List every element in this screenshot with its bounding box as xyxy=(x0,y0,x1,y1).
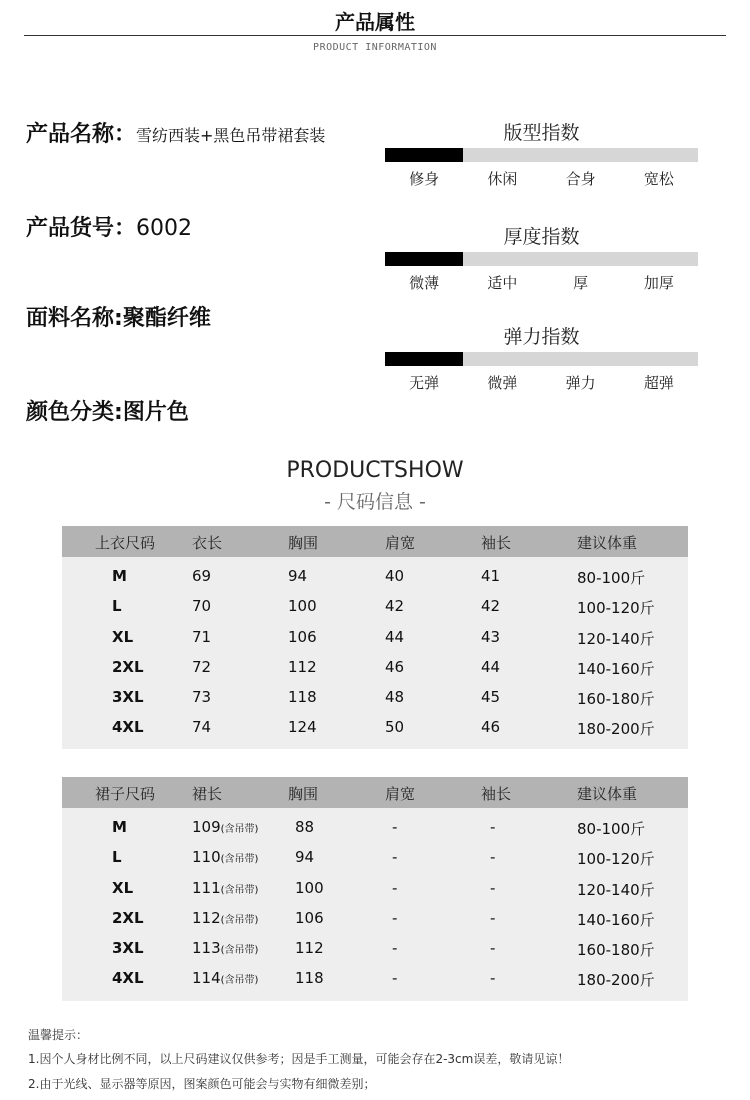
notes-title: 温馨提示： xyxy=(28,1028,89,1042)
table-cell: 100-120斤 xyxy=(577,850,655,869)
table-cell: - xyxy=(392,939,398,958)
table-cell: 180-200斤 xyxy=(577,720,655,739)
thickness-index-fill xyxy=(385,252,463,266)
table-cell: XL xyxy=(112,627,134,646)
notes-line-2: 2.由于光线、显示器等原因，图案颜色可能会与实物有细微差别； xyxy=(28,1077,376,1091)
fit-label: 宽松 xyxy=(643,170,674,188)
table-cell: 140-160斤 xyxy=(577,910,655,929)
table-cell: M xyxy=(112,567,127,585)
table-cell: 120-140斤 xyxy=(577,880,655,899)
table-cell: 43 xyxy=(481,627,501,646)
table-cell: 118 xyxy=(288,688,317,707)
table-cell: 44 xyxy=(385,627,405,646)
table-header-cell: 肩宽 xyxy=(385,785,416,803)
table-cell: 69 xyxy=(192,567,212,585)
fabric-value: 聚酯纤维 xyxy=(122,306,211,331)
fit-index-title: 版型指数 xyxy=(503,122,580,144)
table-row xyxy=(62,682,688,712)
skirt-size-table-header xyxy=(62,777,688,808)
table-cell: - xyxy=(490,878,496,897)
table-cell: 3XL xyxy=(112,939,144,958)
fit-index-fill xyxy=(385,148,463,162)
table-row xyxy=(62,812,688,842)
table-cell: 140-160斤 xyxy=(577,659,655,678)
stretch-label: 弹力 xyxy=(565,374,596,392)
table-cell: 48 xyxy=(385,688,405,707)
stretch-label: 微弹 xyxy=(487,374,518,392)
thickness-label: 适中 xyxy=(487,274,518,292)
notes-line-1: 1.因个人身材比例不同，以上尺码建议仅供参考；因是手工测量，可能会存在2-3cm误差，敬请见谅！ xyxy=(28,1052,570,1066)
table-cell: 50 xyxy=(385,718,405,737)
top-size-table-header xyxy=(62,526,688,557)
table-row xyxy=(62,561,688,591)
table-cell: 94 xyxy=(295,848,315,867)
table-cell: 2XL xyxy=(112,657,144,676)
stretch-index-fill xyxy=(385,352,463,366)
table-header-cell: 肩宽 xyxy=(385,534,416,552)
length-note: (含吊带) xyxy=(220,824,259,835)
table-cell: - xyxy=(490,969,496,988)
length-note: (含吊带) xyxy=(220,884,259,896)
table-cell: 111(含吊带) xyxy=(192,878,259,897)
table-cell: 106 xyxy=(288,627,317,646)
stretch-label: 超弹 xyxy=(643,374,674,392)
table-header-cell: 胸围 xyxy=(288,785,319,803)
table-cell: 2XL xyxy=(112,908,144,927)
table-cell: 46 xyxy=(385,657,405,676)
table-cell: - xyxy=(392,848,398,867)
table-cell: - xyxy=(490,818,496,836)
table-row xyxy=(62,712,688,742)
table-cell: 118 xyxy=(295,969,324,988)
fit-label: 修身 xyxy=(409,170,440,188)
color-row xyxy=(26,395,189,426)
fit-label: 休闲 xyxy=(487,170,518,188)
table-row xyxy=(62,933,688,963)
table-cell: M xyxy=(112,818,127,836)
table-cell: 40 xyxy=(385,567,405,585)
table-cell: XL xyxy=(112,878,134,897)
table-header-cell: 建议体重 xyxy=(577,534,638,552)
table-cell: L xyxy=(112,848,122,867)
table-cell: 160-180斤 xyxy=(577,941,655,960)
table-cell: 88 xyxy=(295,818,315,836)
fit-label: 合身 xyxy=(565,170,596,188)
stretch-index-labels xyxy=(385,372,698,393)
fit-index-labels xyxy=(385,168,698,189)
table-cell: 180-200斤 xyxy=(577,971,655,990)
color-label: 颜色分类: xyxy=(26,400,123,425)
length-note: (含吊带) xyxy=(220,914,259,926)
stretch-label: 无弹 xyxy=(409,374,440,392)
fit-index-bar xyxy=(385,148,698,162)
thickness-label: 厚 xyxy=(573,274,589,292)
product-code-row xyxy=(26,211,192,242)
table-row xyxy=(62,622,688,652)
product-name-row xyxy=(26,117,325,148)
table-row xyxy=(62,842,688,872)
thickness-index-labels xyxy=(385,272,698,293)
table-cell: - xyxy=(392,818,398,836)
product-name-label: 产品名称： xyxy=(26,122,137,147)
table-header-cell: 袖长 xyxy=(481,785,512,803)
table-cell: - xyxy=(392,969,398,988)
length-note: (含吊带) xyxy=(220,975,259,987)
thickness-label: 微薄 xyxy=(409,274,440,292)
table-cell: - xyxy=(392,908,398,927)
product-code-value: 6002 xyxy=(136,216,193,241)
table-cell: 100 xyxy=(288,597,317,616)
table-row xyxy=(62,591,688,621)
stretch-index-bar xyxy=(385,352,698,366)
table-cell: 113(含吊带) xyxy=(192,939,259,958)
table-header-cell: 裙长 xyxy=(192,785,223,803)
table-cell: 4XL xyxy=(112,718,144,737)
table-cell: 3XL xyxy=(112,688,144,707)
stretch-index-title: 弹力指数 xyxy=(503,326,580,348)
table-cell: 71 xyxy=(192,627,212,646)
table-cell: L xyxy=(112,597,122,616)
header-divider xyxy=(24,35,726,36)
table-cell: 72 xyxy=(192,657,212,676)
table-cell: 112(含吊带) xyxy=(192,908,259,927)
table-row xyxy=(62,873,688,903)
thickness-index-bar xyxy=(385,252,698,266)
table-header-cell: 建议体重 xyxy=(577,785,638,803)
table-cell: 100-120斤 xyxy=(577,599,655,618)
table-cell: 42 xyxy=(481,597,501,616)
table-cell: 73 xyxy=(192,688,212,707)
table-cell: 112 xyxy=(295,939,324,958)
table-cell: 160-180斤 xyxy=(577,690,655,709)
table-cell: 44 xyxy=(481,657,501,676)
table-cell: 70 xyxy=(192,597,212,616)
table-header-cell: 胸围 xyxy=(288,534,319,552)
top-size-table xyxy=(62,526,688,749)
table-header-cell: 衣长 xyxy=(192,534,223,552)
table-cell: 80-100斤 xyxy=(577,820,646,838)
table-row xyxy=(62,903,688,933)
table-header-cell: 裙子尺码 xyxy=(95,785,156,803)
table-cell: 45 xyxy=(481,688,501,707)
table-cell: 41 xyxy=(481,567,501,585)
table-header-cell: 上衣尺码 xyxy=(95,534,156,552)
table-cell: - xyxy=(392,878,398,897)
table-cell: 94 xyxy=(288,567,308,585)
table-cell: 106 xyxy=(295,908,324,927)
thickness-index-title: 厚度指数 xyxy=(503,226,580,248)
table-cell: 46 xyxy=(481,718,501,737)
table-cell: 109(含吊带) xyxy=(192,818,259,836)
table-cell: 80-100斤 xyxy=(577,569,646,587)
table-cell: 110(含吊带) xyxy=(192,848,259,867)
table-cell: 74 xyxy=(192,718,212,737)
table-cell: 4XL xyxy=(112,969,144,988)
table-cell: 124 xyxy=(288,718,317,737)
size-section-subtitle: - 尺码信息 - xyxy=(324,491,426,513)
length-note: (含吊带) xyxy=(220,854,259,866)
color-value: 图片色 xyxy=(122,400,189,425)
table-cell: 112 xyxy=(288,657,317,676)
size-section-title: PRODUCTSHOW xyxy=(286,458,464,483)
page-title: 产品属性 xyxy=(335,10,415,34)
table-header-cell: 袖长 xyxy=(481,534,512,552)
table-row xyxy=(62,652,688,682)
length-note: (含吊带) xyxy=(220,945,259,957)
thickness-label: 加厚 xyxy=(643,274,674,292)
page-subtitle: PRODUCT INFORMATION xyxy=(313,42,437,53)
table-cell: 120-140斤 xyxy=(577,629,655,648)
table-cell: 42 xyxy=(385,597,405,616)
table-row xyxy=(62,963,688,993)
product-code-label: 产品货号： xyxy=(26,216,137,241)
product-name-value: 雪纺西装+黑色吊带裙套装 xyxy=(136,126,326,145)
table-cell: 114(含吊带) xyxy=(192,969,259,988)
table-cell: - xyxy=(490,908,496,927)
table-cell: - xyxy=(490,939,496,958)
table-cell: 100 xyxy=(295,878,324,897)
fabric-label: 面料名称: xyxy=(26,306,123,331)
skirt-size-table xyxy=(62,777,688,1001)
table-cell: - xyxy=(490,848,496,867)
fabric-row xyxy=(26,301,211,332)
